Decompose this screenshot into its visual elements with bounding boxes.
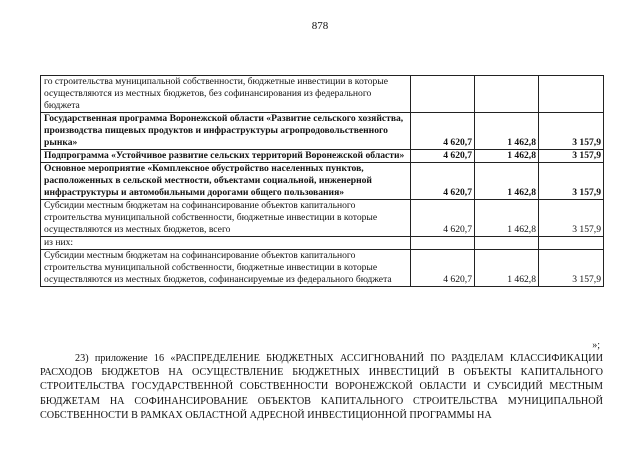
budget-table [40, 75, 604, 287]
value-cell-2: 1 462,8 [475, 163, 539, 200]
table-row [41, 113, 604, 150]
row-name-cell: Субсидии местным бюджетам на софинансирование объектов капитального строительства муниципальной собственности, бюджетные инвестиции в которые осуществляются из местных бюджетов, софинансируемые из федерального бюджета [41, 250, 411, 287]
value-cell-2: 1 462,8 [475, 150, 539, 163]
value-cell-3 [539, 76, 604, 113]
table-row [41, 200, 604, 237]
page-number: 878 [311, 20, 329, 32]
row-name-cell: из них: [41, 237, 411, 250]
value-cell-3: 3 157,9 [539, 113, 604, 150]
row-name-cell: го строительства муниципальной собственности, бюджетные инвестиции в которые осуществляются из местных бюджетов, без софинансирования из федерального бюджета [41, 76, 411, 113]
row-name-cell: Субсидии местным бюджетам на софинансирование объектов капитального строительства муниципальной собственности, бюджетные инвестиции в которые осуществляются из местных бюджетов, всего [41, 200, 411, 237]
value-cell-2 [475, 237, 539, 250]
table-row [41, 250, 604, 287]
table-row [41, 163, 604, 200]
value-cell-1: 4 620,7 [411, 250, 475, 287]
value-cell-1: 4 620,7 [411, 200, 475, 237]
value-cell-3: 3 157,9 [539, 200, 604, 237]
row-name-cell: Основное мероприятие «Комплексное обустройство населенных пунктов, расположенных в сельской местности, объектами социальной, инженерной инфраструктуры и автомобильными дорогами общего пользования» [41, 163, 411, 200]
value-cell-1: 4 620,7 [411, 150, 475, 163]
row-name-cell: Подпрограмма «Устойчивое развитие сельских территорий Воронежской области» [41, 150, 411, 163]
table-row [41, 76, 604, 113]
value-cell-1 [411, 76, 475, 113]
value-cell-1: 4 620,7 [411, 113, 475, 150]
value-cell-2: 1 462,8 [475, 200, 539, 237]
amendment-paragraph: 23) приложение 16 «РАСПРЕДЕЛЕНИЕ БЮДЖЕТНЫХ АССИГНОВАНИЙ ПО РАЗДЕЛАМ КЛАССИФИКАЦИИ РАСХОДОВ БЮДЖЕТОВ НА ОСУЩЕСТВЛЕНИЕ БЮДЖЕТНЫХ ИНВЕСТИЦИЙ В ОБЪЕКТЫ КАПИТАЛЬНОГО СТРОИТЕЛЬСТВА ГОСУДАРСТВЕННОЙ СОБСТВЕННОСТИ ВОРОНЕЖСКОЙ ОБЛАСТИ И СУБСИДИЙ МЕСТНЫМ БЮДЖЕТАМ НА СОФИНАНСИРОВАНИЕ ОБЪЕКТОВ КАПИТАЛЬНОГО СТРОИТЕЛЬСТВА МУНИЦИПАЛЬНОЙ СОБСТВЕННОСТИ В РАМКАХ ОБЛАСТНОЙ АДРЕСНОЙ ИНВЕСТИЦИОННОЙ ПРОГРАММЫ НА [40, 353, 603, 421]
value-cell-3 [539, 237, 604, 250]
value-cell-3: 3 157,9 [539, 250, 604, 287]
value-cell-2: 1 462,8 [475, 250, 539, 287]
value-cell-2: 1 462,8 [475, 113, 539, 150]
value-cell-1 [411, 237, 475, 250]
table-row [41, 150, 604, 163]
row-name-cell: Государственная программа Воронежской области «Развитие сельского хозяйства, производства пищевых продуктов и инфраструктуры агропродовольственного рынка» [41, 113, 411, 150]
value-cell-1: 4 620,7 [411, 163, 475, 200]
value-cell-3: 3 157,9 [539, 163, 604, 200]
table-row [41, 237, 604, 250]
value-cell-2 [475, 76, 539, 113]
closing-quote-mark: »; [592, 340, 600, 351]
budget-table-body [41, 76, 604, 287]
value-cell-3: 3 157,9 [539, 150, 604, 163]
